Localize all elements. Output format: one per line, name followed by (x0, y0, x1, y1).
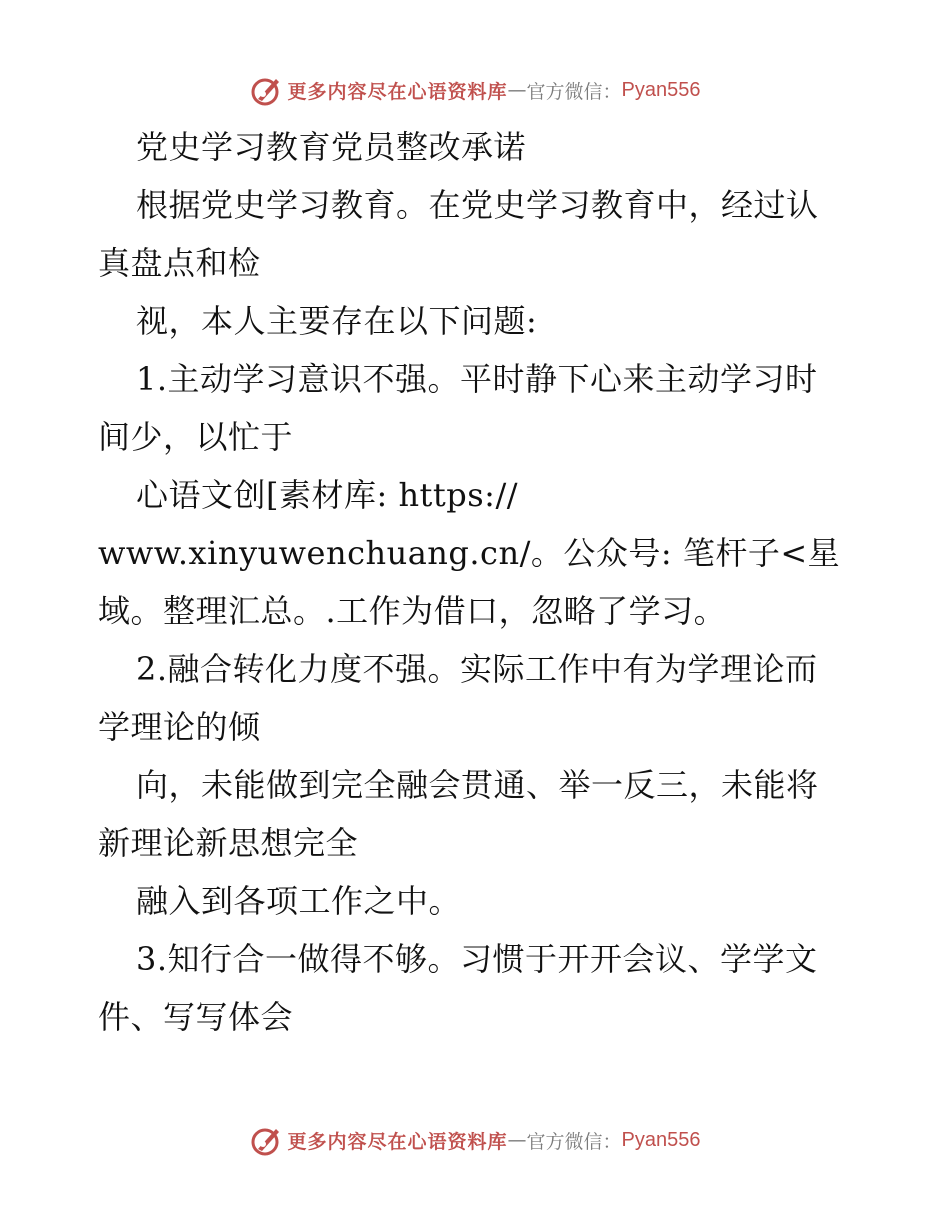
paragraph-line: 3.知行合一做得不够。习惯于开开会议、学学文 (136, 940, 818, 978)
quill-logo-icon (250, 73, 284, 107)
header-banner (0, 70, 950, 110)
document-title: 党史学习教育党员整改承诺 (136, 128, 527, 166)
banner-wechat-id: Pyan556 (621, 1128, 701, 1151)
quill-logo-icon (250, 1123, 284, 1157)
paragraph-line: 学理论的倾 (98, 708, 261, 746)
paragraph-line: 视，本人主要存在以下问题: (136, 302, 538, 340)
paragraph-line: 1.主动学习意识不强。平时静下心来主动学习时 (136, 360, 818, 398)
paragraph-line: 融入到各项工作之中。 (136, 882, 462, 920)
banner-dash: — (507, 79, 527, 101)
paragraph-line: 心语文创[素材库: https:// (136, 476, 519, 514)
document-body (98, 118, 858, 1046)
paragraph-line: 2.融合转化力度不强。实际工作中有为学理论而 (136, 650, 818, 688)
paragraph-line: 新理论新思想完全 (98, 824, 359, 862)
paragraph-line: 件、写写体会 (98, 998, 294, 1036)
banner-brand: 更多内容尽在心语资料库 (287, 80, 508, 103)
banner-dash: — (507, 1129, 527, 1151)
paragraph-line: www.xinyuwenchuang.cn/。公众号: 笔杆子<星 (98, 534, 841, 572)
banner-wechat-id: Pyan556 (621, 78, 701, 101)
paragraph-line: 根据党史学习教育。在党史学习教育中，经过认 (136, 186, 819, 224)
banner-wechat-label: 官方微信： (526, 1130, 622, 1153)
paragraph-line: 真盘点和检 (98, 244, 261, 282)
banner-brand: 更多内容尽在心语资料库 (287, 1130, 508, 1153)
paragraph-line: 域。整理汇总。.工作为借口，忽略了学习。 (98, 592, 727, 630)
paragraph-line: 向，未能做到完全融会贯通、举一反三，未能将 (136, 766, 819, 804)
banner-wechat-label: 官方微信： (526, 80, 622, 103)
paragraph-line: 间少，以忙于 (98, 418, 294, 456)
footer-banner (0, 1120, 950, 1160)
